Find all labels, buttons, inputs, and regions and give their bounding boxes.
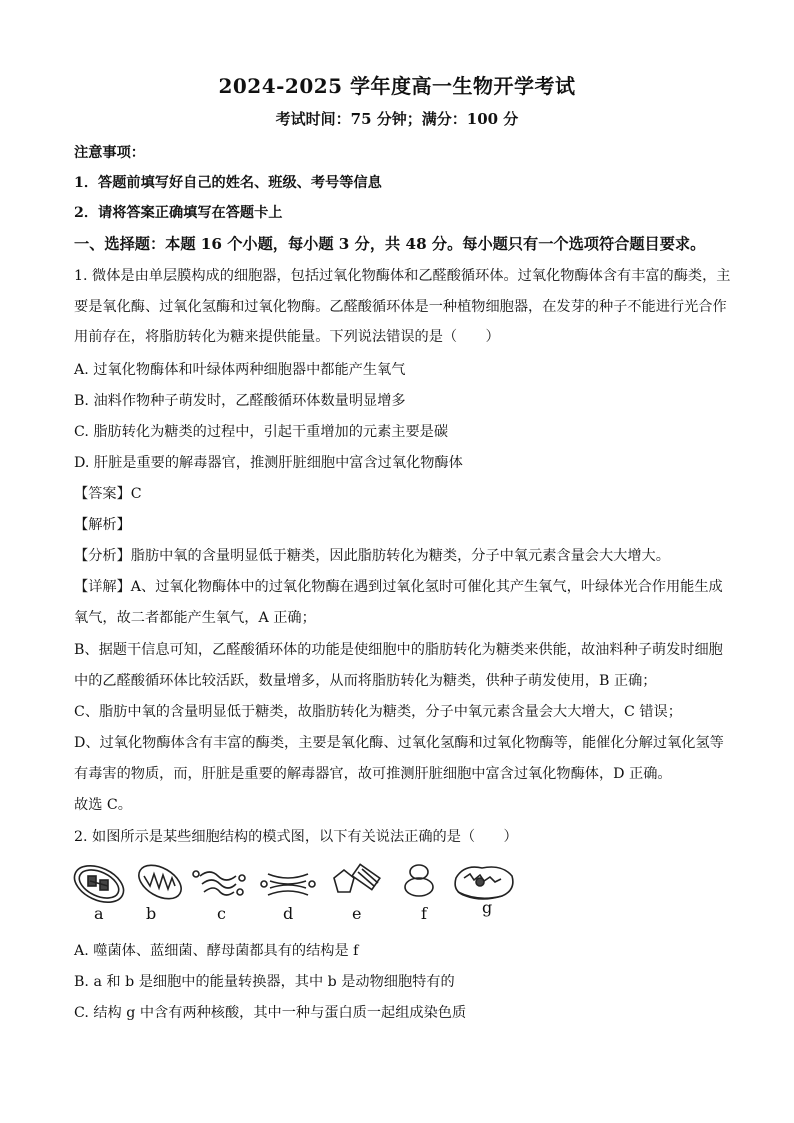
q1-option-d: D. 肝脏是重要的解毒器官，推测肝脏细胞中富含过氧化物酶体 (74, 455, 463, 471)
explain-line: 中的乙醛酸循环体比较活跃，数量增多，从而将脂肪转化为糖类，供种子萌发使用，B 正确； (74, 673, 657, 689)
explain-line: 有毒害的物质，而，肝脏是重要的解毒器官，故可推测肝脏细胞中富含过氧化物酶体，D 正确。 (74, 766, 672, 782)
q2-option-a: A. 噬菌体、蓝细菌、酵母菌都具有的结构是 f (74, 943, 359, 959)
chloroplast-drawing (69, 859, 130, 910)
explain-line: 氧气，故二者都能产生氧气，A 正确； (74, 610, 316, 626)
figure-label-g: g (482, 898, 493, 917)
figure-label-c: c (217, 904, 226, 923)
q1-stem-line: 1. 微体是由单层膜构成的细胞器，包括过氧化物酶体和乙醛酸循环体。过氧化物酶体含有丰富的酶类，主 (74, 268, 731, 284)
ribosome-drawing (405, 865, 433, 896)
exam-info: 考试时间：75 分钟；满分：100 分 (275, 110, 519, 128)
explain-line: B、据题干信息可知，乙醛酸循环体的功能是使细胞中的脂肪转化为糖类来供能，故油料种子萌发时细胞 (74, 642, 723, 658)
explain-line: C、脂肪中氧的含量明显低于糖类，故脂肪转化为糖类，分子中氧元素含量会大大增大，C 错误； (74, 704, 682, 720)
explain-line: D、过氧化物酶体含有丰富的酶类，主要是氧化酶、过氧化氢酶和过氧化物酶等，能催化分解过氧化氢等 (74, 735, 724, 751)
golgi-apparatus-drawing (261, 874, 315, 895)
notes-heading: 注意事项： (74, 145, 145, 161)
figure-label-b: b (146, 904, 157, 923)
figure-label-e: e (352, 904, 362, 923)
answer-tag: 【答案】 (74, 486, 131, 502)
q1-option-a: A. 过氧化物酶体和叶绿体两种细胞器中都能产生氧气 (74, 362, 406, 378)
analysis-tag: 【解析】 (74, 517, 131, 533)
conclusion-line: 故选 C。 (74, 797, 132, 813)
q2-stem: 2. 如图所示是某些细胞结构的模式图，以下有关说法正确的是（ ） (74, 829, 518, 845)
q1-stem-line: 要是氧化酶、过氧化氢酶和过氧化物酶。乙醛酸循环体是一种植物细胞器，在发芽的种子不能进行光合作 (74, 299, 727, 315)
q2-option-b: B. a 和 b 是细胞中的能量转换器，其中 b 是动物细胞特有的 (74, 974, 455, 990)
q2-option-c: C. 结构 g 中含有两种核酸，其中一种与蛋白质一起组成染色质 (74, 1005, 467, 1021)
xiangjie-text: A、过氧化物酶体中的过氧化物酶在遇到过氧化氢时可催化其产生氧气，叶绿体光合作用能生成 (130, 579, 723, 595)
q1-stem-line: 用前存在，将脂肪转化为糖来提供能量。下列说法错误的是（ ） (74, 329, 500, 345)
figure-label-d: d (283, 904, 294, 923)
q1-option-b: B. 油料作物种子萌发时，乙醛酸循环体数量明显增多 (74, 393, 406, 409)
nucleus-drawing (455, 867, 513, 899)
fenxi-tag: 【分析】 (74, 548, 131, 564)
fenxi-text: 脂肪中氧的含量明显低于糖类，因此脂肪转化为糖类，分子中氧元素含量会大大增大。 (130, 548, 670, 564)
answer-value: C (130, 486, 142, 502)
centrosome-drawing (334, 864, 380, 892)
mitochondrion-drawing (133, 858, 187, 905)
note-item: 1．答题前填写好自己的姓名、班级、考号等信息 (74, 175, 382, 191)
figure-label-a: a (94, 904, 104, 923)
section-heading: 一、选择题：本题 16 个小题，每小题 3 分，共 48 分。每小题只有一个选项符合题目要求。 (74, 235, 706, 253)
note-item: 2．请将答案正确填写在答题卡上 (74, 205, 283, 221)
xiangjie-line (74, 576, 723, 596)
xiangjie-tag: 【详解】 (74, 579, 131, 595)
cell-structures-figure (62, 856, 532, 930)
answer-line (74, 483, 142, 503)
golgi-drawing (193, 871, 245, 895)
q1-option-c: C. 脂肪转化为糖类的过程中，引起干重增加的元素主要是碳 (74, 424, 449, 440)
page-title: 2024-2025 学年度高一生物开学考试 (218, 74, 576, 98)
fenxi-line (74, 545, 670, 565)
figure-label-f: f (421, 904, 427, 923)
